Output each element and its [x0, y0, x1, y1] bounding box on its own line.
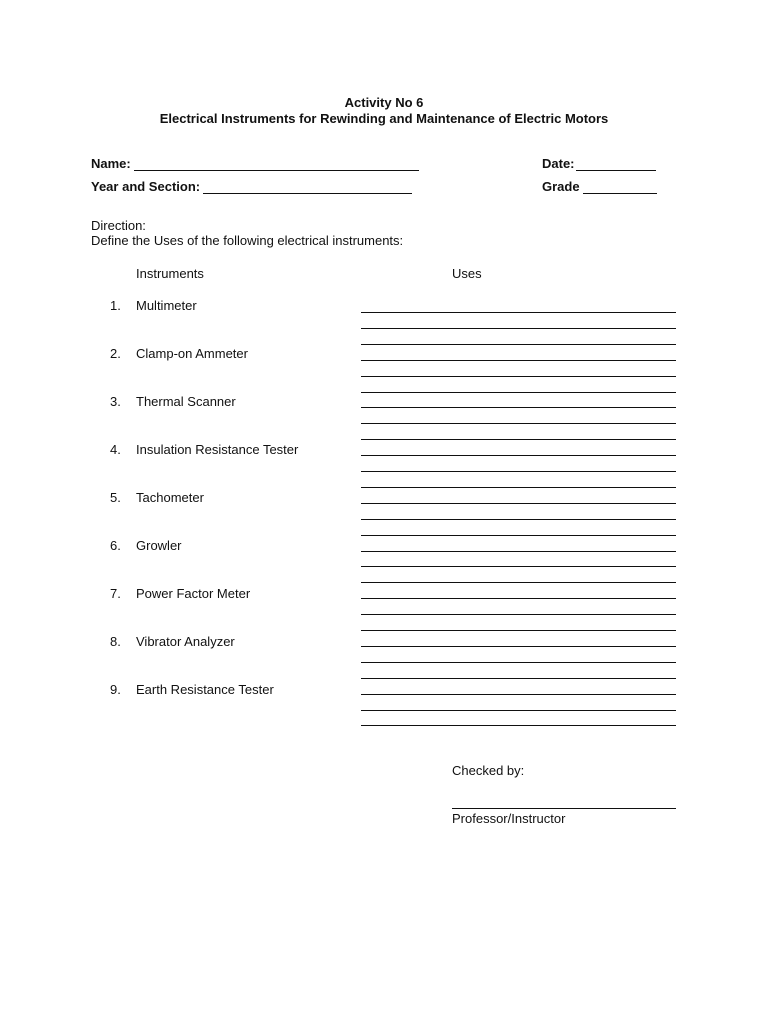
list-item-vibrator-analyzer: [110, 634, 235, 649]
uses-blank-line[interactable]: [361, 646, 676, 647]
item-label: Insulation Resistance Tester: [136, 442, 299, 457]
item-number: 9.: [110, 682, 121, 697]
item-number: 8.: [110, 634, 121, 649]
item-label: Multimeter: [136, 298, 197, 313]
item-label: Earth Resistance Tester: [136, 682, 274, 697]
list-item-earth-resistance-tester: [110, 682, 274, 697]
uses-blank-line[interactable]: [361, 535, 676, 536]
activity-subject: Electrical Instruments for Rewinding and Maintenance of Electric Motors: [159, 111, 609, 126]
grade-label: Grade: [542, 179, 580, 194]
grade-blank-line[interactable]: [583, 182, 657, 194]
direction-label: Direction:: [91, 218, 146, 233]
uses-blank-line[interactable]: [361, 360, 676, 361]
uses-blank-line[interactable]: [361, 630, 676, 631]
uses-blank-line[interactable]: [361, 662, 676, 663]
list-item-growler: [110, 538, 182, 553]
list-item-thermal-scanner: [110, 394, 236, 409]
uses-blank-line[interactable]: [361, 503, 676, 504]
year-section-field[interactable]: [91, 179, 412, 194]
uses-blank-line[interactable]: [361, 598, 676, 599]
uses-blank-line[interactable]: [361, 487, 676, 488]
uses-blank-line[interactable]: [361, 376, 676, 377]
uses-blank-line[interactable]: [361, 344, 676, 345]
year-section-blank-line[interactable]: [203, 182, 412, 194]
item-label: Tachometer: [136, 490, 204, 505]
uses-blank-line[interactable]: [361, 312, 676, 313]
professor-instructor-label: Professor/Instructor: [452, 811, 566, 826]
item-number: 1.: [110, 298, 121, 313]
list-item-power-factor-meter: [110, 586, 250, 601]
item-label: Thermal Scanner: [136, 394, 236, 409]
item-number: 6.: [110, 538, 121, 553]
item-number: 7.: [110, 586, 121, 601]
signature-line[interactable]: [452, 808, 676, 809]
uses-blank-line[interactable]: [361, 614, 676, 615]
list-item-clamp-on-ammeter: [110, 346, 248, 361]
grade-field[interactable]: [542, 179, 657, 194]
item-number: 3.: [110, 394, 121, 409]
item-number: 4.: [110, 442, 121, 457]
date-blank-line[interactable]: [576, 159, 656, 171]
uses-blank-line[interactable]: [361, 678, 676, 679]
uses-blank-line[interactable]: [361, 551, 676, 552]
uses-blank-line[interactable]: [361, 328, 676, 329]
uses-blank-line[interactable]: [361, 694, 676, 695]
uses-blank-line[interactable]: [361, 423, 676, 424]
uses-blank-line[interactable]: [361, 566, 676, 567]
item-label: Growler: [136, 538, 182, 553]
list-item-tachometer: [110, 490, 204, 505]
uses-blank-line[interactable]: [361, 455, 676, 456]
uses-blank-line[interactable]: [361, 582, 676, 583]
list-item-insulation-resistance-tester: [110, 442, 298, 457]
list-item-multimeter: [110, 298, 197, 313]
activity-number: Activity No 6: [344, 95, 424, 110]
year-section-label: Year and Section:: [91, 179, 201, 194]
date-field[interactable]: [542, 156, 656, 171]
uses-blank-line[interactable]: [361, 471, 676, 472]
item-label: Clamp-on Ammeter: [136, 346, 248, 361]
uses-column-header: Uses: [452, 266, 482, 281]
checked-by-label: Checked by:: [452, 763, 525, 778]
item-number: 2.: [110, 346, 121, 361]
item-label: Vibrator Analyzer: [136, 634, 235, 649]
uses-blank-line[interactable]: [361, 439, 676, 440]
date-label: Date:: [542, 156, 575, 171]
uses-blank-line[interactable]: [361, 710, 676, 711]
uses-blank-line[interactable]: [361, 725, 676, 726]
uses-blank-line[interactable]: [361, 407, 676, 408]
name-label: Name:: [91, 156, 131, 171]
uses-blank-line[interactable]: [361, 519, 676, 520]
direction-text: Define the Uses of the following electrical instruments:: [91, 233, 404, 248]
name-field[interactable]: [91, 156, 419, 171]
instruments-column-header: Instruments: [136, 266, 204, 281]
uses-blank-line[interactable]: [361, 392, 676, 393]
item-label: Power Factor Meter: [136, 586, 251, 601]
item-number: 5.: [110, 490, 121, 505]
name-blank-line[interactable]: [134, 159, 419, 171]
